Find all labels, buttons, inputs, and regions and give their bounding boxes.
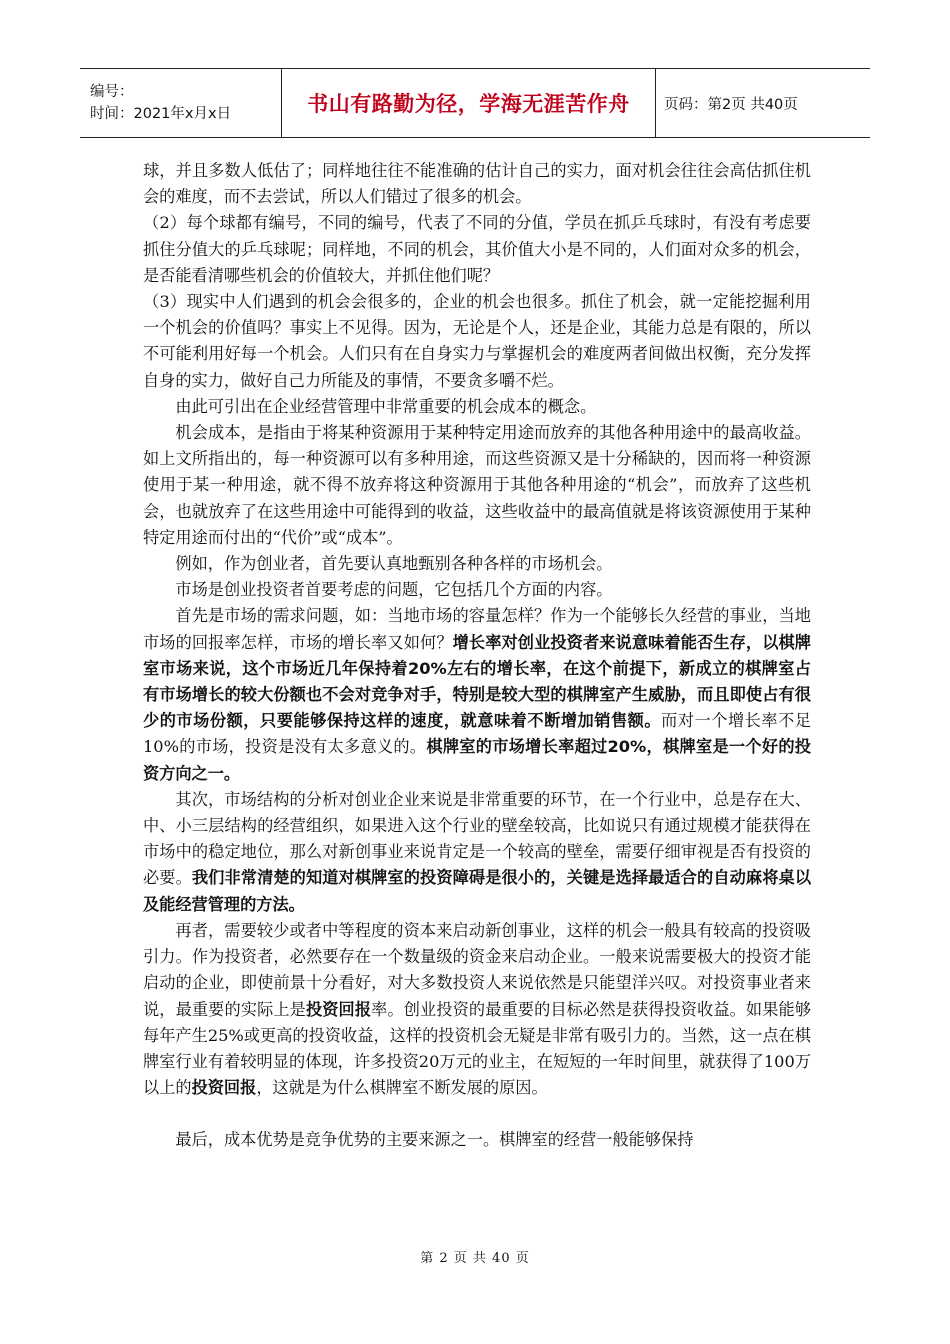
paragraph-6: 例如，作为创业者，首先要认真地甄别各种各样的市场机会。 bbox=[175, 554, 613, 574]
paragraph-8-text-a: 首先是市场的需求问题，如：当地市场的容量怎样？作为一个能够长久经营的事业，当地市场的回报率怎样，市场的增长率又如何？ bbox=[143, 606, 811, 652]
paragraph-9-text-a: 其次，市场结构的分析对创业企业来说是非常重要的环节，在一个行业中，总是存在大、中、小三层结构的经营组织，如果进入这个行业的壁垒较高，比如说只有通过规模才能获得在市场中的稳定地位，那么对新创事业来说肯定是一个较高的壁垒，需要仔细审视是否有投资的必要。 bbox=[143, 789, 811, 888]
document-body bbox=[143, 158, 811, 1154]
document-number-label: 编号： bbox=[90, 84, 134, 100]
paragraph-5: 机会成本，是指由于将某种资源用于某种特定用途而放弃的其他各种用途中的最高收益。如上文所指出的，每一种资源可以有多种用途，而这些资源又是十分稀缺的，因而将一种资源使用于某一种用途，就不得不放弃将这种资源用于其他各种用途的“机会”，而放弃了这些机会，也就放弃了在这些用途中可能得到的收益，这些收益中的最高值就是将该资源使用于某种特定用途而付出的“代价”或“成本”。 bbox=[143, 423, 811, 547]
paragraph-10-bold-d: 投资回报 bbox=[191, 1078, 257, 1098]
header-meta bbox=[80, 69, 282, 137]
document-date-label: 时间：2021年x月x日 bbox=[90, 106, 232, 122]
paragraph-gap bbox=[143, 1101, 811, 1127]
paragraph-1: 球，并且多数人低估了；同样地往往不能准确的估计自己的实力，面对机会往往会高估抓住机会的难度，而不去尝试，所以人们错过了很多的机会。 bbox=[143, 161, 811, 207]
paragraph-8-bold-d: 棋牌室的市场增长率超过20%，棋牌室是一个好的投资方向之一。 bbox=[143, 737, 811, 783]
paragraph-9 bbox=[143, 787, 811, 918]
paragraph-9-bold-b: 我们非常清楚的知道对棋牌室的投资障碍是很小的，关键是选择最适合的自动麻将桌以及能经营管理的方法。 bbox=[143, 868, 812, 914]
paragraph-10 bbox=[143, 918, 811, 1101]
paragraph-10-bold-b: 投资回报 bbox=[305, 999, 372, 1019]
page-header bbox=[80, 68, 870, 138]
paragraph-8 bbox=[143, 603, 811, 786]
paragraph-4: 由此可引出在企业经营管理中非常重要的机会成本的概念。 bbox=[175, 396, 597, 416]
paragraph-10-text-c: 率。创业投资的最重要的目标必然是获得投资收益。如果能够每年产生25%或更高的投资收益，这样的投资机会无疑是非常有吸引力的。当然，这一点在棋牌室行业有着较明显的体现，许多投资20万元的业主，在短短的一年时间里，就获得了100万以上的 bbox=[143, 999, 812, 1098]
paragraph-8-text-c: 而对一个增长率不足10%的市场，投资是没有太多意义的。 bbox=[143, 711, 812, 757]
paragraph-11: 最后，成本优势是竞争优势的主要来源之一。棋牌室的经营一般能够保持 bbox=[175, 1130, 694, 1150]
paragraph-10-text-a: 再者，需要较少或者中等程度的资本来启动新创事业，这样的机会一般具有较高的投资吸引力。作为投资者，必然要存在一个数量级的资金来启动企业。一般来说需要极大的投资才能启动的企业，即使前景十分看好，对大多数投资人来说依然是只能望洋兴叹。对投资事业者来说，最重要的实际上是 bbox=[143, 920, 811, 1019]
paragraph-8-bold-b: 增长率对创业投资者来说意味着能否生存，以棋牌室市场来说，这个市场近几年保持着20%左右的增长率，在这个前提下，新成立的棋牌室占有市场增长的较大份额也不会对竞争对手，特别是较大型的棋牌室产生威胁，而且即使占有很少的市场份额，只要能够保持这样的速度，就意味着不断增加销售额。 bbox=[143, 632, 811, 731]
paragraph-7: 市场是创业投资者首要考虑的问题，它包括几个方面的内容。 bbox=[175, 580, 613, 600]
paragraph-2: （2）每个球都有编号，不同的编号，代表了不同的分值，学员在抓乒乓球时，有没有考虑要抓住分值大的乒乓球呢；同样地，不同的机会，其价值大小是不同的，人们面对众多的机会，是否能看清哪些机会的价值较大，并抓住他们呢？ bbox=[143, 213, 811, 285]
header-motto: 书山有路勤为径，学海无涯苦作舟 bbox=[282, 69, 656, 137]
header-page-label: 页码：第2页 共40页 bbox=[664, 96, 798, 113]
paragraph-10-text-e: ，这就是为什么棋牌室不断发展的原因。 bbox=[256, 1078, 548, 1098]
page-footer: 第 2 页 共 40 页 bbox=[420, 1251, 530, 1266]
paragraph-3: （3）现实中人们遇到的机会会很多的，企业的机会也很多。抓住了机会，就一定能挖掘利用一个机会的价值吗？事实上不见得。因为，无论是个人，还是企业，其能力总是有限的，所以不可能利用好每一个机会。人们只有在自身实力与掌握机会的难度两者间做出权衡，充分发挥自身的实力，做好自己力所能及的事情，不要贪多嚼不烂。 bbox=[143, 292, 811, 390]
